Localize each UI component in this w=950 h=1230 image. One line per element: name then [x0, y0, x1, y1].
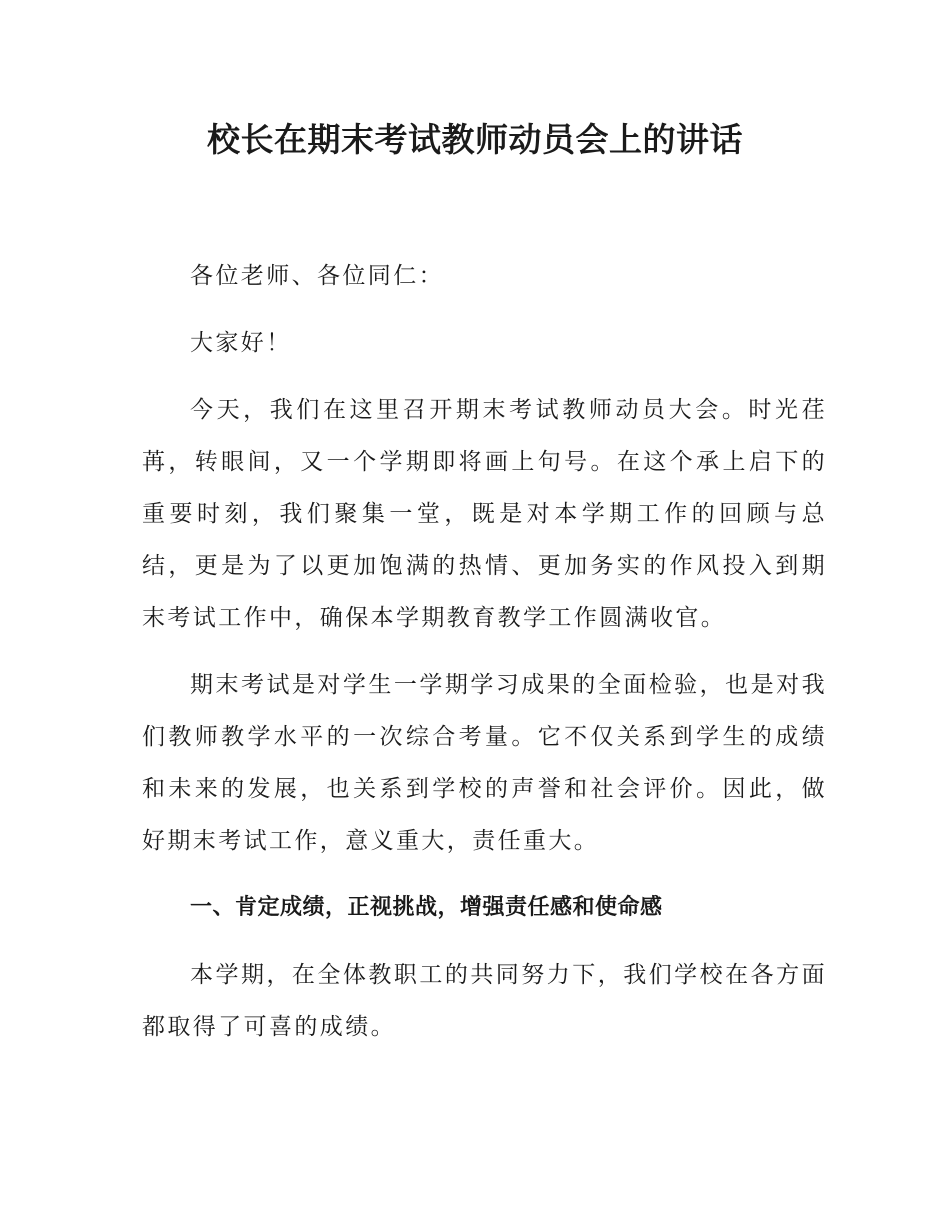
section-heading: 一、肯定成绩，正视挑战，增强责任感和使命感 — [190, 895, 663, 920]
greeting: 大家好！ — [190, 330, 292, 356]
salutation: 各位老师、各位同仁： — [190, 263, 444, 289]
document-body — [142, 250, 827, 1068]
body-paragraph: 期末考试是对学生一学期学习成果的全面检验，也是对我们教师教学水平的一次综合考量。它不仅关系到学生的成绩和未来的发展，也关系到学校的声誉和社会评价。因此，做好期末考试工作，意义重大，责任重大。 — [142, 672, 827, 854]
section-paragraph: 本学期，在全体教职工的共同努力下，我们学校在各方面都取得了可喜的成绩。 — [142, 962, 827, 1040]
document-title: 校长在期末考试教师动员会上的讲话 — [207, 120, 743, 159]
body-paragraph: 今天，我们在这里召开期末考试教师动员大会。时光荏苒，转眼间，又一个学期即将画上句号。在这个承上启下的重要时刻，我们聚集一堂，既是对本学期工作的回顾与总结，更是为了以更加饱满的热情、更加务实的作风投入到期末考试工作中，确保本学期教育教学工作圆满收官。 — [142, 397, 827, 631]
